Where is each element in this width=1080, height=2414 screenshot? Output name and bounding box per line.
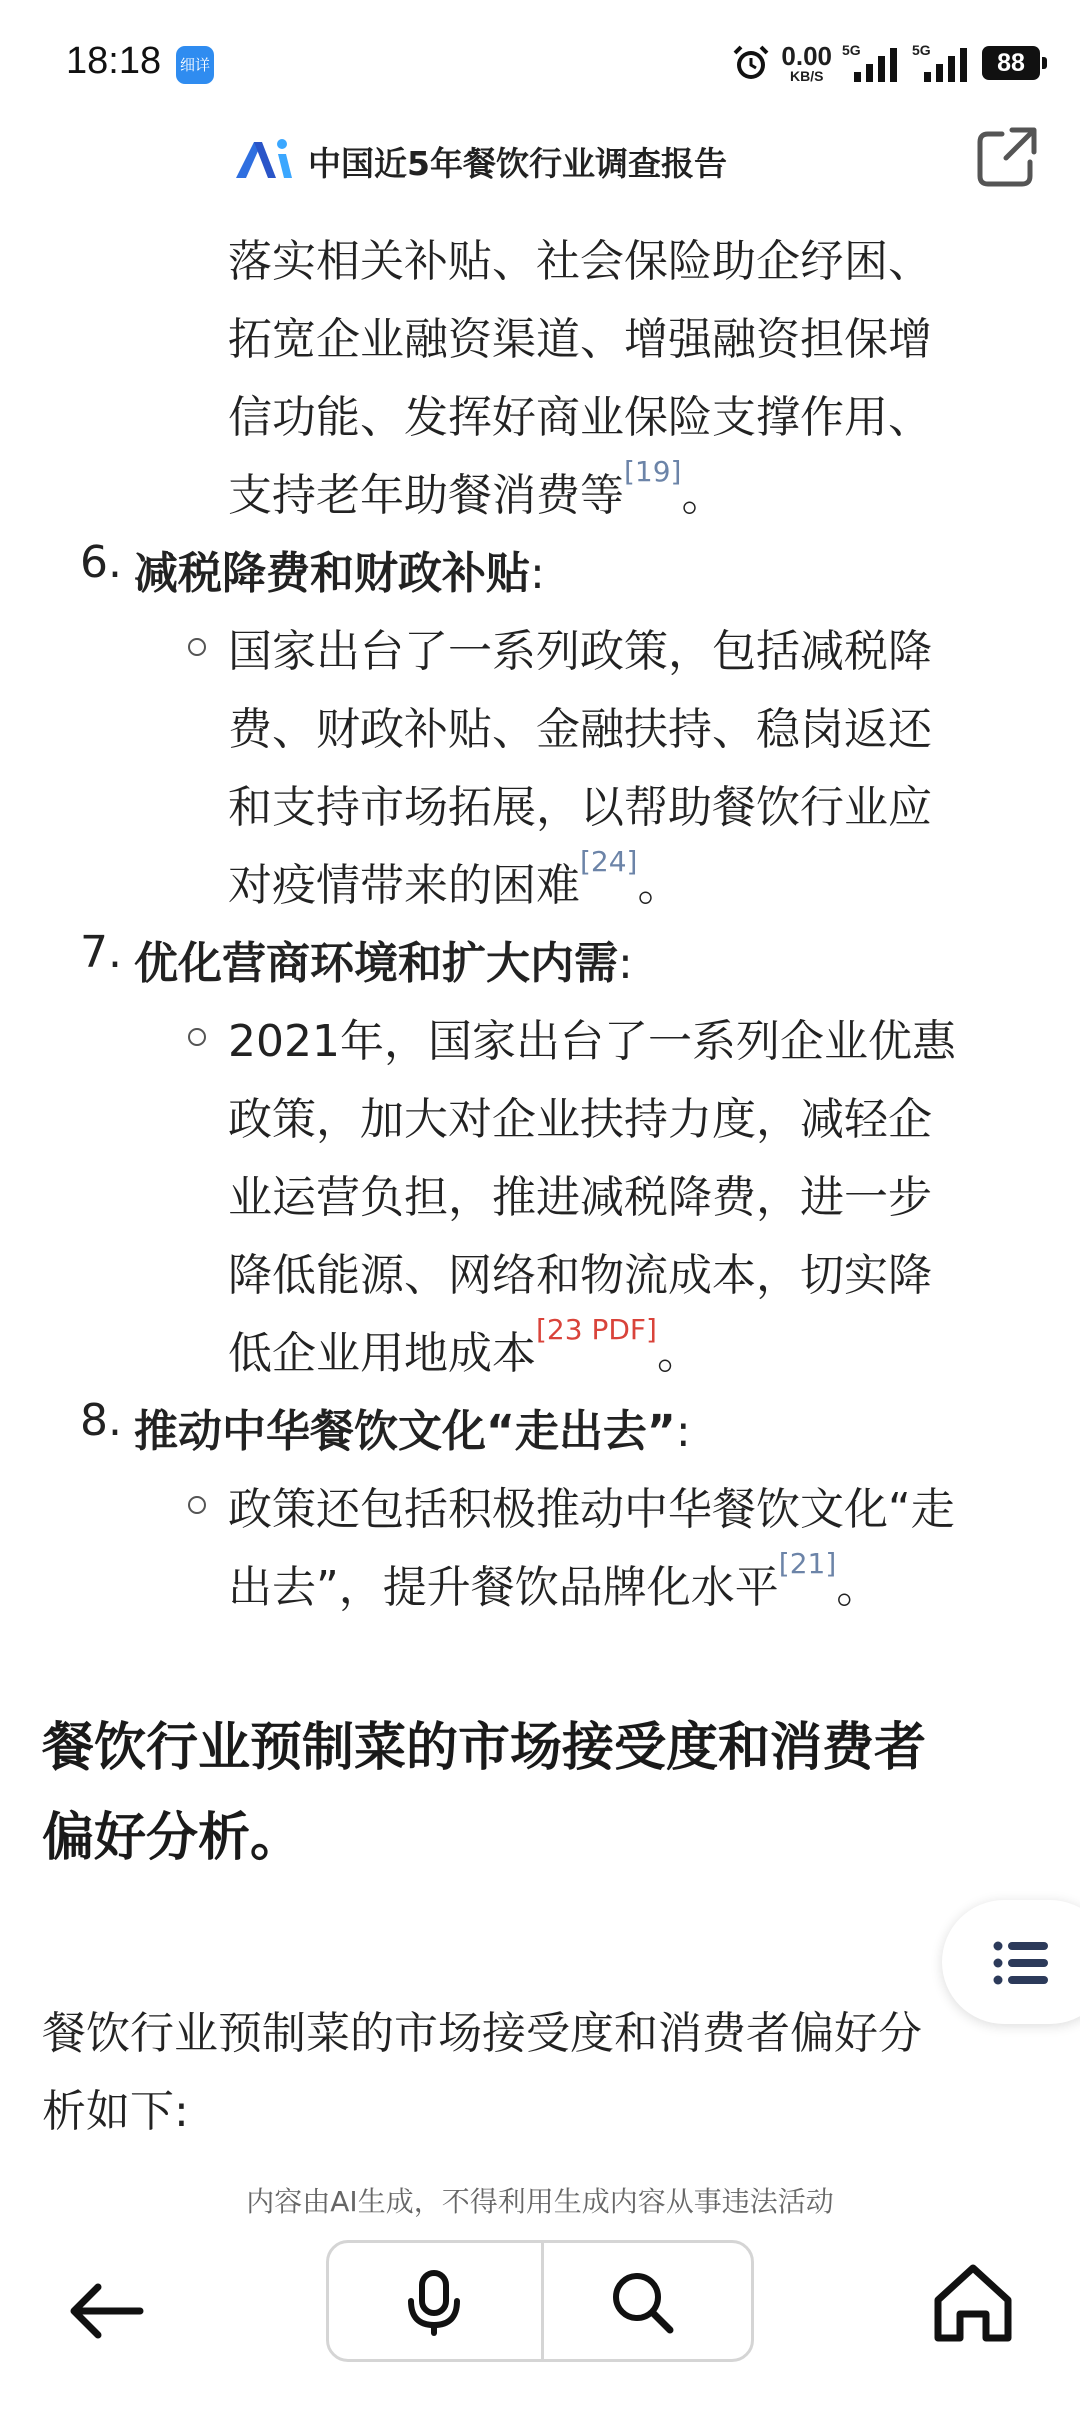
text-line: 政策还包括积极推动中华餐饮文化“走 <box>228 1484 955 1535</box>
list-item-title: 推动中华餐饮文化“走出去”: <box>134 1406 691 1457</box>
text-line: 国家出台了一系列政策，包括减税降 <box>228 626 932 677</box>
microphone-button[interactable] <box>399 2267 469 2337</box>
status-icons <box>731 38 1040 88</box>
status-time: 18:18 <box>66 40 162 82</box>
app-logo-icon <box>232 136 298 182</box>
text-line: 析如下: <box>42 2086 189 2137</box>
list-number: 7. <box>80 927 122 978</box>
list-item-title: 减税降费和财政补贴: <box>134 548 545 599</box>
section-heading: 餐饮行业预制菜的市场接受度和消费者 <box>42 1718 927 1778</box>
bullet-icon <box>188 638 206 656</box>
bottom-navigation <box>0 2230 1080 2414</box>
app-notification-icon: 细详 <box>176 46 214 84</box>
citation-link[interactable]: [21] <box>778 1547 837 1580</box>
battery-icon: 88 <box>982 46 1040 80</box>
divider <box>541 2243 544 2359</box>
text-line: 政策，加大对企业扶持力度，减轻企 <box>228 1094 932 1145</box>
alarm-icon <box>731 43 771 83</box>
list-number: 8. <box>80 1395 122 1446</box>
page-header <box>0 122 1080 200</box>
text-line: 支持老年助餐消费等[19]。 <box>228 455 726 521</box>
table-of-contents-button[interactable] <box>942 1900 1080 2024</box>
ai-disclaimer: 内容由AI生成，不得利用生成内容从事违法活动 <box>246 2185 834 2218</box>
citation-link[interactable]: [24] <box>580 845 638 878</box>
text-line: 和支持市场拓展，以帮助餐饮行业应 <box>228 782 932 833</box>
text-line: 对疫情带来的困难[24]。 <box>228 845 682 911</box>
text-line: 低企业用地成本[23 PDF]。 <box>228 1313 701 1379</box>
text-line: 2021年，国家出台了一系列企业优惠 <box>228 1016 956 1067</box>
bullet-icon <box>188 1496 206 1514</box>
list-item-title: 优化营商环境和扩大内需: <box>134 938 633 989</box>
status-bar <box>0 0 1080 128</box>
home-button[interactable] <box>928 2258 1018 2348</box>
text-line: 落实相关补贴、社会保险助企纾困、 <box>228 236 932 287</box>
network-speed-value: 0.00 <box>781 41 832 71</box>
list-icon <box>992 1938 1052 1988</box>
bullet-icon <box>188 1028 206 1046</box>
citation-pdf-link[interactable]: [23 PDF] <box>536 1313 657 1346</box>
list-number: 6. <box>80 537 122 588</box>
text-line: 信功能、发挥好商业保险支撑作用、 <box>228 392 932 443</box>
page-title: 中国近5年餐饮行业调查报告 <box>308 144 727 183</box>
section-heading: 偏好分析。 <box>42 1808 303 1868</box>
text-line: 费、财政补贴、金融扶持、稳岗返还 <box>228 704 932 755</box>
text-line: 拓宽企业融资渠道、增强融资担保增 <box>228 314 932 365</box>
text-line: 降低能源、网络和物流成本，切实降 <box>228 1250 932 1301</box>
signal-2-icon: 5G <box>912 42 972 84</box>
citation-link[interactable]: [19] <box>624 455 682 488</box>
back-button[interactable] <box>60 2266 150 2356</box>
text-line: 餐饮行业预制菜的市场接受度和消费者偏好分 <box>42 2008 922 2059</box>
voice-search-pill <box>326 2240 754 2362</box>
text-line: 出去”，提升餐饮品牌化水平[21]。 <box>228 1547 881 1613</box>
network-speed-unit: KB/S <box>789 68 824 84</box>
search-button[interactable] <box>607 2267 677 2337</box>
network-speed <box>781 43 832 83</box>
signal-1-icon: 5G <box>842 42 902 84</box>
share-button[interactable] <box>972 122 1042 192</box>
text-line: 业运营负担，推进减税降费，进一步 <box>228 1172 932 1223</box>
